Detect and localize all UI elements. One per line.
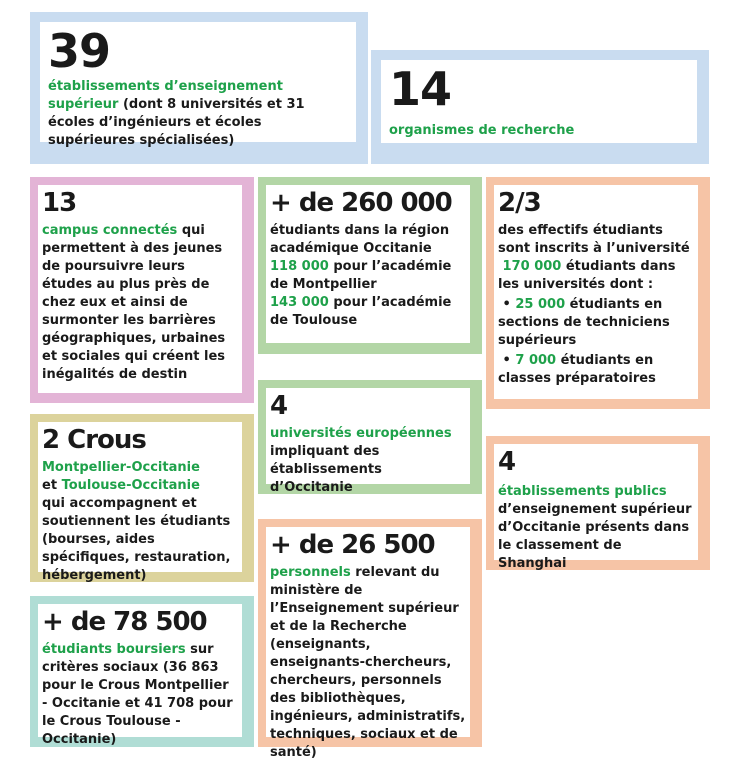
stat-description [498,483,694,501]
card-etablissements [30,12,368,164]
highlight-text: Toulouse-Occitanie [61,478,200,493]
stat-description [270,425,466,443]
highlight-text: universités européennes [270,426,452,441]
crous-montpellier [42,459,238,477]
card-boursiers [30,596,254,747]
highlight-text: étudiants boursiers [42,642,186,657]
description-text: qui accompagnent et soutiennent les étudiants (bourses, aides spécifiques, restauration, hébergement) [42,496,231,583]
stat-number: 2 Crous [42,425,146,455]
highlight-text: établissements publics [498,484,667,499]
card-crous [30,414,254,582]
bullet: • [502,353,511,368]
description-text: étudiants en sections de techniciens supérieurs [498,297,670,348]
stat-bts [498,296,694,350]
stat-number: 13 [42,188,77,218]
number-highlight: 170 000 [502,259,562,274]
stat-number: + de 78 500 [42,607,207,637]
stat-description: des effectifs étudiants sont inscrits à l’université [498,223,690,256]
highlight-text: Montpellier-Occitanie [42,460,200,475]
stat-description [270,564,466,762]
card-public-institutions [486,436,710,570]
card-two-thirds [486,177,710,409]
stat-toulouse [270,294,466,330]
highlight-text: personnels [270,565,351,580]
highlight-text: organismes de recherche [389,123,575,138]
stat-number: 14 [389,62,452,116]
crous-toulouse [42,477,238,495]
stat-universities [498,258,694,294]
card-personnels-content [266,527,470,760]
stat-description [42,641,238,749]
highlight-text: campus connectés [42,223,178,238]
stat-description: étudiants dans la région académique Occitanie [270,223,450,256]
stat-description [48,78,348,150]
card-etablissements-content [40,22,356,148]
stat-description [389,122,689,140]
connector-text: et [42,478,62,493]
card-public-content [494,444,698,571]
number-highlight: 118 000 [270,259,329,274]
description-text: d’enseignement supérieur d’Occitanie présents dans le classement de Shanghai [498,502,692,571]
number-highlight: 143 000 [270,295,329,310]
card-european-content [266,388,470,495]
description-text: impliquant des établissements d’Occitanie [270,444,382,495]
card-students [258,177,482,354]
description-text: étudiants en classes préparatoires [498,353,656,386]
card-european-universities [258,380,482,494]
stat-number: 4 [270,391,288,421]
number-highlight: 25 000 [515,297,566,312]
stat-number: 4 [498,447,516,477]
card-campus-content [38,185,242,393]
card-personnels [258,519,482,760]
description-text: (dont 8 universités et 31 écoles d’ingénieurs et écoles supérieures spécialisées) [48,97,305,148]
description-text: sur critères sociaux (36 863 pour le Crous Montpellier - Occitanie et 41 708 pour le Crous Toulouse - Occitanie) [42,642,233,747]
bullet: • [502,297,511,312]
description-text: relevant du ministère de l’Enseignement supérieur et de la Recherche (enseignants, enseignants-chercheurs, chercheurs, personnels des bibliothèques, ingénieurs, administratifs, techniques, sociaux et de santé) [270,565,466,760]
card-boursiers-content [38,604,242,747]
card-organismes [371,50,709,164]
description-text: qui permettent à des jeunes de poursuivre leurs études au plus près de chez eux et ainsi de surmonter les barrières géographiques, urbaines et sociales qui créent les inégalités de destin [42,223,226,382]
description-text: étudiants dans les universités dont : [498,259,676,292]
card-campus [30,177,254,403]
stat-number: + de 26 500 [270,530,435,560]
stat-montpellier [270,258,466,294]
card-two-thirds-content [494,185,698,399]
stat-description [42,222,238,384]
number-highlight: 7 000 [515,353,557,368]
highlight-text: établissements d’enseignement supérieur [48,79,283,112]
stat-number: 39 [48,24,111,78]
card-organismes-content [381,60,697,143]
card-students-content [266,185,470,343]
description-text: pour l’académie de Toulouse [270,295,452,328]
stat-prepa [498,352,694,388]
description-text: pour l’académie de Montpellier [270,259,452,292]
stat-number: + de 260 000 [270,188,452,218]
card-crous-content [38,422,242,583]
stat-number: 2/3 [498,188,541,218]
